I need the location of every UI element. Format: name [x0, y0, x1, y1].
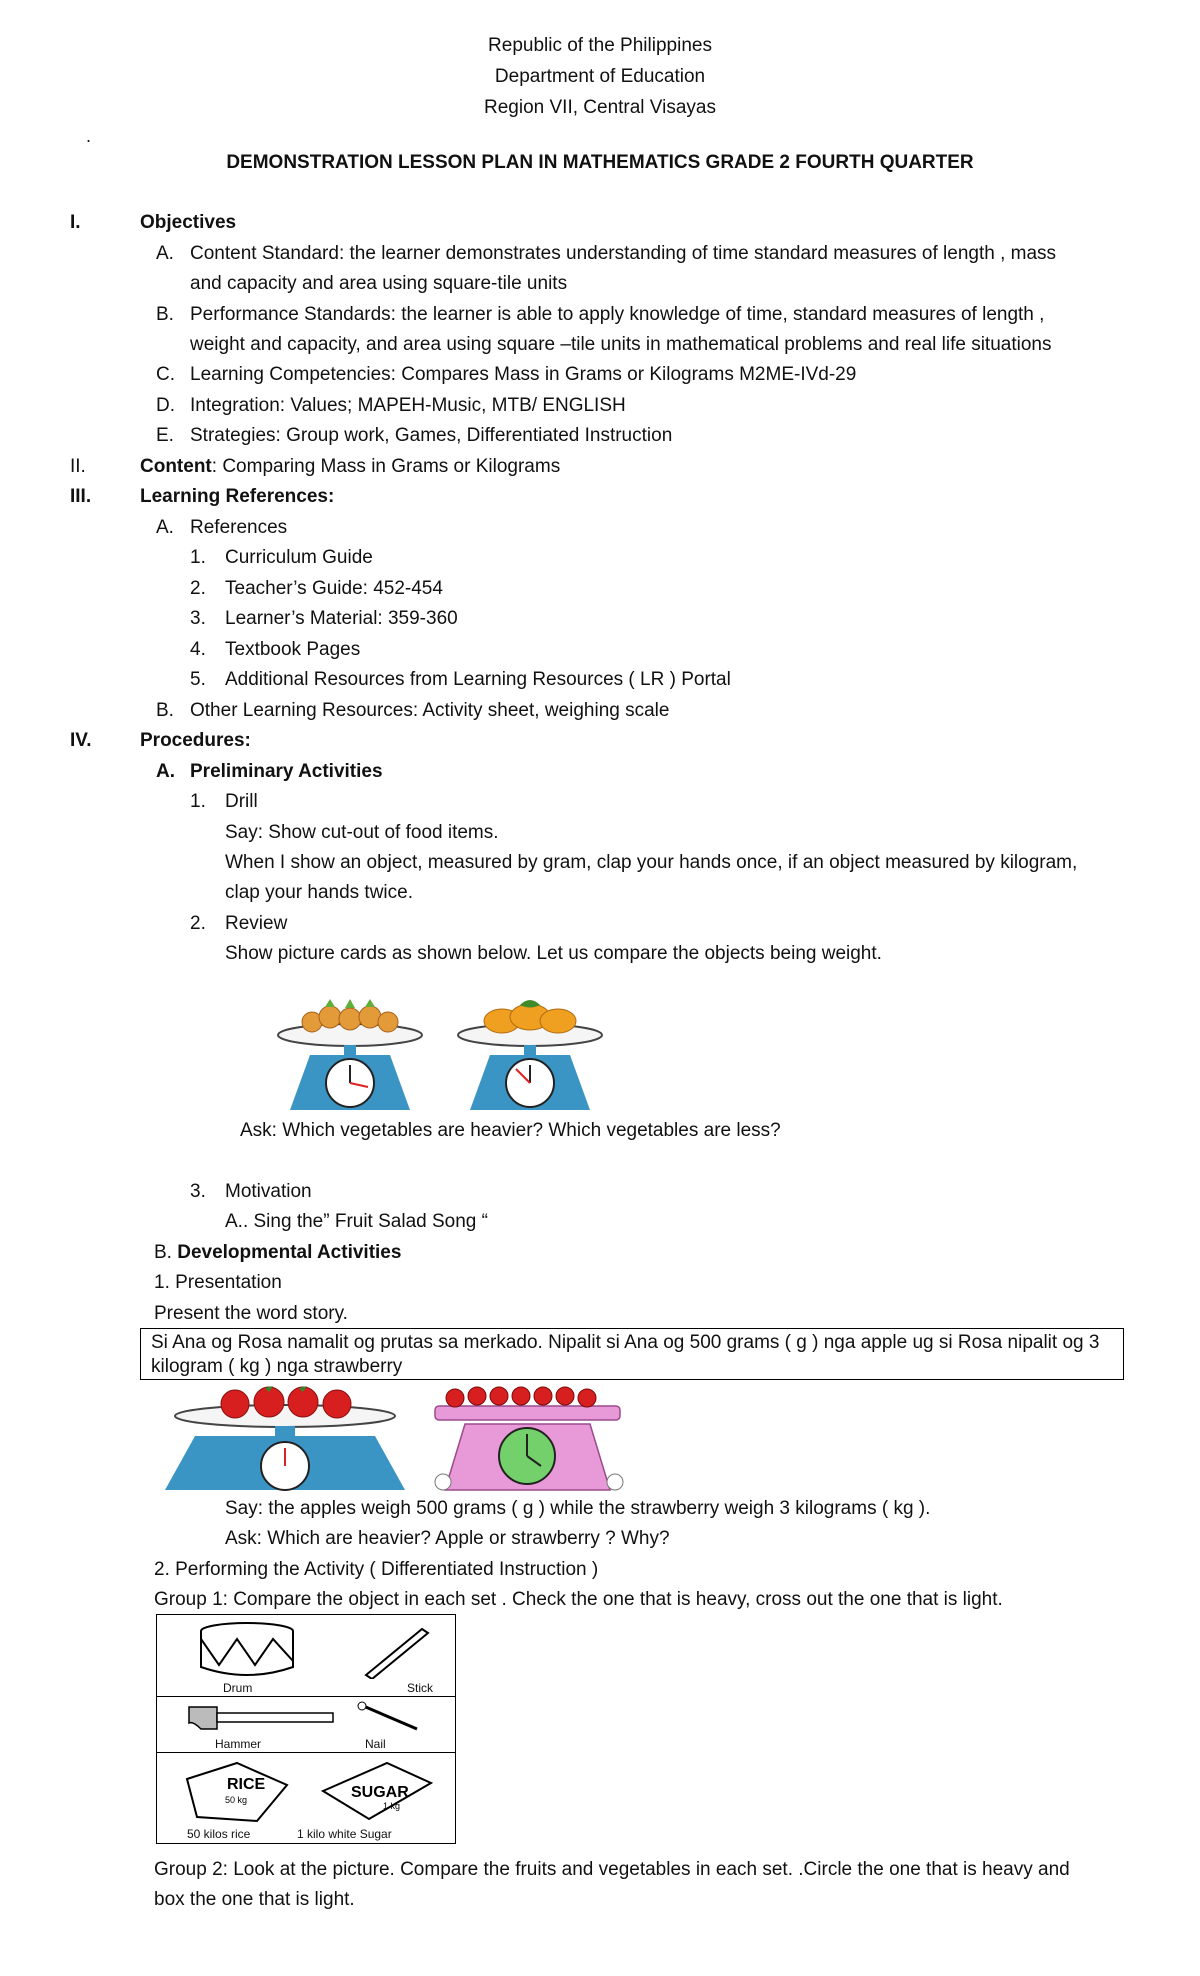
developmental-line [154, 1242, 401, 1264]
objective-text-e: Strategies: Group work, Games, Differentiated Instruction [190, 425, 673, 446]
reference-text-3: Learner’s Material: 359-360 [225, 608, 458, 629]
reference-num-3: 3. [190, 608, 206, 629]
objective-text-b2: weight and capacity, and area using square –tile units in mathematical problems and real life situations [190, 334, 1052, 355]
section-label-content: Content [140, 456, 212, 477]
presentation-ask: Ask: Which are heavier? Apple or strawberry ? Why? [225, 1528, 670, 1549]
objective-letter-a: A. [156, 243, 174, 264]
objective-letter-d: D. [156, 395, 175, 416]
references-letter-a: A. [156, 517, 174, 538]
header-department: Department of Education [494, 66, 706, 87]
strawberry-scale [435, 1387, 623, 1490]
sugar-bag-icon [317, 1761, 437, 1823]
caption-sugar: 1 kilo white Sugar [297, 1827, 392, 1841]
review-text: Show picture cards as shown below. Let us compare the objects being weight. [225, 943, 882, 964]
caption-stick: Stick [407, 1681, 434, 1695]
review-ask: Ask: Which vegetables are heavier? Which vegetables are less? [240, 1120, 781, 1141]
rice-weight-text: 50 kg [225, 1795, 248, 1805]
section-num-objectives: I. [70, 212, 81, 233]
set-rice-sugar [157, 1753, 455, 1843]
references-label-a: References [190, 517, 288, 538]
caption-rice: 50 kilos rice [187, 1827, 251, 1841]
sugar-weight-text: 1 kg [383, 1801, 401, 1811]
reference-num-4: 4. [190, 639, 206, 660]
apple-scale [165, 1386, 405, 1490]
reference-text-2: Teacher’s Guide: 452-454 [225, 578, 443, 599]
objective-text-b1: Performance Standards: the learner is able to apply knowledge of time, standard measures of length , [190, 304, 1045, 325]
presentation-label: 1. Presentation [154, 1272, 282, 1293]
drill-say: Say: Show cut-out of food items. [225, 822, 499, 843]
caption-nail: Nail [365, 1737, 386, 1751]
fruit-scales-picture [165, 1386, 635, 1492]
objective-letter-e: E. [156, 425, 174, 446]
drill-label: Drill [225, 791, 258, 812]
reference-text-4: Textbook Pages [225, 639, 361, 660]
objective-text-d: Integration: Values; MAPEH-Music, MTB/ ENGLISH [190, 395, 626, 416]
developmental-prefix: B. [154, 1242, 178, 1263]
rice-label-text: RICE [227, 1776, 266, 1793]
vegetable-scales-picture [270, 995, 630, 1113]
nail-icon [357, 1701, 427, 1735]
drill-text-2: clap your hands twice. [225, 882, 413, 903]
objective-text-c: Learning Competencies: Compares Mass in Grams or Kilograms M2ME-IVd-29 [190, 364, 857, 385]
stick-icon [362, 1623, 432, 1679]
section-label-objectives: Objectives [140, 212, 237, 233]
section-label-procedures: Procedures: [140, 730, 251, 751]
motivation-num: 3. [190, 1181, 206, 1202]
references-text-b: Other Learning Resources: Activity sheet, weighing scale [190, 700, 670, 721]
presentation-text: Present the word story. [154, 1303, 348, 1324]
objective-letter-b: B. [156, 304, 174, 325]
section-label-references: Learning References: [140, 486, 335, 507]
objective-text-a2: and capacity and area using square-tile units [190, 273, 568, 294]
developmental-label: Developmental Activities [177, 1242, 402, 1263]
drill-text-1: When I show an object, measured by gram, clap your hands once, if an object measured by kilogram, [225, 852, 1078, 873]
scale-left [278, 999, 422, 1110]
reference-text-5: Additional Resources from Learning Resources ( LR ) Portal [225, 669, 731, 690]
reference-num-2: 2. [190, 578, 206, 599]
section-content-line [140, 456, 560, 478]
review-num: 2. [190, 913, 206, 934]
content-text: : Comparing Mass in Grams or Kilograms [211, 456, 561, 477]
review-label: Review [225, 913, 288, 934]
reference-num-1: 1. [190, 547, 206, 568]
motivation-label: Motivation [225, 1181, 312, 1202]
section-num-procedures: IV. [70, 730, 92, 751]
scale-right [458, 1000, 602, 1110]
presentation-say: Say: the apples weigh 500 grams ( g ) while the strawberry weigh 3 kilograms ( kg ). [225, 1498, 931, 1519]
reference-text-1: Curriculum Guide [225, 547, 373, 568]
drill-num: 1. [190, 791, 206, 812]
set-drum-stick [157, 1615, 455, 1697]
header-republic: Republic of the Philippines [488, 35, 712, 56]
section-num-references: III. [70, 486, 92, 507]
group2-instruction-2: box the one that is light. [154, 1889, 355, 1910]
group2-instruction-1: Group 2: Look at the picture. Compare the fruits and vegetables in each set. .Circle the one that is heavy and [154, 1859, 1070, 1880]
hammer-icon [187, 1703, 337, 1735]
stray-dot: . [86, 126, 92, 146]
header-region: Region VII, Central Visayas [484, 97, 716, 118]
performing-activity-label: 2. Performing the Activity ( Differentiated Instruction ) [154, 1559, 599, 1580]
reference-num-5: 5. [190, 669, 206, 690]
motivation-text: A.. Sing the” Fruit Salad Song “ [225, 1211, 488, 1232]
document-header [0, 30, 1200, 123]
caption-hammer: Hammer [215, 1737, 262, 1751]
group1-comparison-table [156, 1614, 456, 1844]
drum-icon [197, 1621, 297, 1679]
references-letter-b: B. [156, 700, 174, 721]
caption-drum: Drum [223, 1681, 253, 1695]
page-title: DEMONSTRATION LESSON PLAN IN MATHEMATICS GRADE 2 FOURTH QUARTER [226, 152, 974, 173]
word-story-box: Si Ana og Rosa namalit og prutas sa merkado. Nipalit si Ana og 500 grams ( g ) nga apple ug si Rosa nipalit og 3 kilogram ( kg ) nga strawberry [140, 1328, 1124, 1380]
rice-sack-icon [177, 1759, 297, 1825]
set-hammer-nail [157, 1697, 455, 1753]
objective-text-a1: Content Standard: the learner demonstrates understanding of time standard measures of length , mass [190, 243, 1057, 264]
procedures-letter-a: A. [156, 761, 175, 782]
objective-letter-c: C. [156, 364, 175, 385]
procedures-label-a: Preliminary Activities [190, 761, 383, 782]
section-num-content: II. [70, 456, 86, 477]
sugar-label-text: SUGAR [351, 1784, 409, 1801]
group1-instruction: Group 1: Compare the object in each set . Check the one that is heavy, cross out the one that is light. [154, 1589, 1003, 1610]
